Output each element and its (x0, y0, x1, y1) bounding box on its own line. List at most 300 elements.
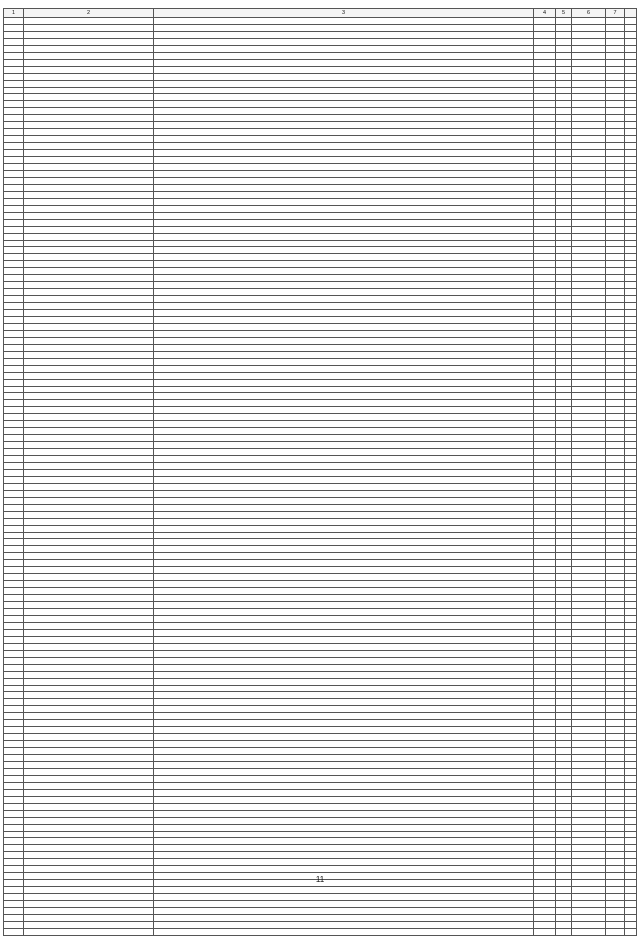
table-cell (572, 824, 606, 831)
table-cell (625, 567, 637, 574)
table-cell (24, 699, 154, 706)
table-cell (154, 643, 534, 650)
table-cell (24, 310, 154, 317)
table-cell (154, 351, 534, 358)
table-cell (154, 157, 534, 164)
table-cell (556, 268, 572, 275)
table-cell (534, 344, 556, 351)
table-cell (24, 184, 154, 191)
table-cell (4, 122, 24, 129)
table-cell (606, 908, 625, 915)
table-cell (606, 928, 625, 935)
table-cell (24, 928, 154, 935)
table-cell (4, 205, 24, 212)
table-cell (24, 511, 154, 518)
table-cell (625, 476, 637, 483)
table-cell (625, 636, 637, 643)
table-cell (606, 560, 625, 567)
table-cell (24, 45, 154, 52)
table-cell (24, 268, 154, 275)
table-cell (606, 31, 625, 38)
table-cell (606, 323, 625, 330)
table-row (4, 122, 637, 129)
table-cell (534, 323, 556, 330)
table-cell (24, 59, 154, 66)
table-cell (154, 887, 534, 894)
table-cell (154, 115, 534, 122)
table-cell (534, 316, 556, 323)
table-cell (4, 678, 24, 685)
table-cell (625, 296, 637, 303)
table-cell (534, 810, 556, 817)
table-cell (24, 282, 154, 289)
table-row (4, 643, 637, 650)
table-row (4, 817, 637, 824)
table-cell (154, 164, 534, 171)
table-cell (572, 720, 606, 727)
table-cell (625, 761, 637, 768)
table-cell (24, 720, 154, 727)
table-cell (24, 205, 154, 212)
table-cell (556, 567, 572, 574)
table-row (4, 699, 637, 706)
table-row (4, 136, 637, 143)
table-cell (556, 24, 572, 31)
table-cell (625, 59, 637, 66)
table-cell (154, 337, 534, 344)
table-cell (625, 24, 637, 31)
table-cell (534, 372, 556, 379)
table-cell (534, 198, 556, 205)
table-row (4, 421, 637, 428)
table-cell (4, 567, 24, 574)
table-cell (4, 177, 24, 184)
table-cell (572, 31, 606, 38)
table-cell (625, 789, 637, 796)
table-cell (606, 400, 625, 407)
table-cell (606, 421, 625, 428)
table-cell (534, 755, 556, 762)
table-cell (606, 198, 625, 205)
table-cell (606, 755, 625, 762)
table-row (4, 303, 637, 310)
table-cell (534, 136, 556, 143)
table-cell (154, 205, 534, 212)
table-cell (24, 748, 154, 755)
table-cell (534, 588, 556, 595)
table-cell (625, 275, 637, 282)
table-cell (606, 866, 625, 873)
table-cell (556, 782, 572, 789)
table-row (4, 80, 637, 87)
table-cell (556, 275, 572, 282)
table-cell (556, 928, 572, 935)
table-cell (606, 476, 625, 483)
table-row (4, 748, 637, 755)
table-cell (556, 379, 572, 386)
table-cell (154, 303, 534, 310)
table-cell (4, 574, 24, 581)
table-row (4, 442, 637, 449)
table-cell (556, 435, 572, 442)
table-row (4, 449, 637, 456)
table-row (4, 678, 637, 685)
table-cell (556, 414, 572, 421)
table-cell (572, 643, 606, 650)
table-cell (606, 894, 625, 901)
table-cell (4, 393, 24, 400)
table-cell (24, 567, 154, 574)
table-cell (606, 393, 625, 400)
table-cell (154, 768, 534, 775)
table-cell (154, 803, 534, 810)
table-cell (154, 358, 534, 365)
table-cell (154, 595, 534, 602)
table-cell (24, 247, 154, 254)
table-cell (625, 859, 637, 866)
table-cell (534, 282, 556, 289)
table-row (4, 219, 637, 226)
table-cell (556, 741, 572, 748)
table-cell (556, 372, 572, 379)
table-cell (24, 421, 154, 428)
table-cell (556, 817, 572, 824)
table-cell (534, 789, 556, 796)
table-cell (24, 803, 154, 810)
table-cell (4, 164, 24, 171)
table-row (4, 170, 637, 177)
table-cell (154, 748, 534, 755)
table-cell (4, 296, 24, 303)
table-cell (24, 636, 154, 643)
table-cell (4, 80, 24, 87)
table-header-row (4, 9, 637, 18)
table-cell (556, 101, 572, 108)
table-cell (572, 170, 606, 177)
table-cell (534, 928, 556, 935)
table-cell (556, 476, 572, 483)
table-cell (24, 226, 154, 233)
table-cell (154, 602, 534, 609)
table-cell (534, 595, 556, 602)
table-cell (154, 198, 534, 205)
table-cell (625, 727, 637, 734)
table-cell (4, 553, 24, 560)
table-cell (534, 268, 556, 275)
table-cell (556, 497, 572, 504)
header-cell-3: 3 (154, 9, 534, 18)
table-cell (154, 407, 534, 414)
table-cell (625, 539, 637, 546)
table-row (4, 914, 637, 921)
table-cell (625, 177, 637, 184)
table-cell (625, 94, 637, 101)
table-cell (556, 212, 572, 219)
table-cell (4, 622, 24, 629)
table-cell (625, 692, 637, 699)
table-cell (625, 421, 637, 428)
table-cell (625, 122, 637, 129)
table-cell (4, 310, 24, 317)
table-cell (606, 150, 625, 157)
table-cell (4, 191, 24, 198)
table-cell (572, 136, 606, 143)
table-cell (606, 407, 625, 414)
table-row (4, 511, 637, 518)
table-cell (154, 504, 534, 511)
table-row (4, 609, 637, 616)
table-cell (154, 859, 534, 866)
table-cell (4, 476, 24, 483)
table-cell (154, 435, 534, 442)
table-cell (556, 310, 572, 317)
table-cell (572, 574, 606, 581)
table-cell (4, 184, 24, 191)
table-cell (606, 901, 625, 908)
table-cell (154, 456, 534, 463)
table-cell (556, 87, 572, 94)
table-cell (606, 727, 625, 734)
table-cell (606, 852, 625, 859)
table-cell (24, 275, 154, 282)
table-cell (606, 379, 625, 386)
table-cell (625, 303, 637, 310)
table-cell (625, 365, 637, 372)
table-cell (24, 365, 154, 372)
table-cell (24, 198, 154, 205)
table-cell (534, 38, 556, 45)
table-cell (606, 741, 625, 748)
table-cell (154, 442, 534, 449)
table-cell (534, 261, 556, 268)
table-cell (4, 449, 24, 456)
table-cell (625, 483, 637, 490)
table-cell (572, 212, 606, 219)
table-row (4, 150, 637, 157)
table-cell (625, 664, 637, 671)
table-cell (534, 205, 556, 212)
table-cell (572, 275, 606, 282)
table-cell (606, 344, 625, 351)
table-cell (154, 539, 534, 546)
table-cell (556, 94, 572, 101)
table-cell (24, 407, 154, 414)
table-cell (4, 650, 24, 657)
table-cell (534, 463, 556, 470)
table-cell (625, 247, 637, 254)
table-row (4, 129, 637, 136)
table-cell (24, 80, 154, 87)
table-cell (534, 629, 556, 636)
table-cell (24, 414, 154, 421)
table-row (4, 115, 637, 122)
table-cell (625, 282, 637, 289)
table-cell (154, 532, 534, 539)
table-cell (4, 866, 24, 873)
table-cell (625, 330, 637, 337)
table-cell (572, 184, 606, 191)
table-cell (24, 622, 154, 629)
table-cell (556, 18, 572, 25)
table-cell (606, 782, 625, 789)
table-row (4, 296, 637, 303)
table-cell (572, 282, 606, 289)
table-row (4, 240, 637, 247)
table-cell (556, 755, 572, 762)
table-cell (24, 115, 154, 122)
table-cell (4, 136, 24, 143)
table-cell (24, 768, 154, 775)
table-cell (556, 727, 572, 734)
table-cell (556, 191, 572, 198)
table-cell (556, 511, 572, 518)
table-cell (154, 170, 534, 177)
table-cell (572, 386, 606, 393)
table-cell (24, 442, 154, 449)
table-row (4, 796, 637, 803)
table-cell (606, 720, 625, 727)
table-cell (625, 66, 637, 73)
table-cell (24, 157, 154, 164)
table-cell (572, 164, 606, 171)
table-cell (154, 713, 534, 720)
table-row (4, 664, 637, 671)
table-cell (24, 602, 154, 609)
table-row (4, 518, 637, 525)
table-cell (4, 741, 24, 748)
table-cell (625, 428, 637, 435)
table-row (4, 351, 637, 358)
table-cell (4, 685, 24, 692)
table-cell (606, 59, 625, 66)
table-cell (534, 469, 556, 476)
table-cell (24, 775, 154, 782)
table-row (4, 59, 637, 66)
table-cell (572, 52, 606, 59)
table-cell (24, 657, 154, 664)
table-cell (154, 553, 534, 560)
table-cell (4, 748, 24, 755)
table-cell (572, 560, 606, 567)
table-cell (572, 532, 606, 539)
table-cell (572, 469, 606, 476)
table-cell (534, 511, 556, 518)
table-cell (534, 866, 556, 873)
table-cell (24, 18, 154, 25)
table-cell (24, 741, 154, 748)
table-cell (606, 497, 625, 504)
table-cell (24, 303, 154, 310)
table-cell (556, 720, 572, 727)
table-cell (154, 525, 534, 532)
table-cell (4, 87, 24, 94)
table-cell (625, 901, 637, 908)
table-cell (534, 212, 556, 219)
table-cell (606, 838, 625, 845)
table-cell (625, 191, 637, 198)
table-cell (154, 678, 534, 685)
table-cell (24, 344, 154, 351)
table-cell (625, 400, 637, 407)
table-cell (24, 435, 154, 442)
table-row (4, 685, 637, 692)
table-cell (572, 268, 606, 275)
table-cell (625, 449, 637, 456)
table-cell (556, 80, 572, 87)
table-cell (4, 914, 24, 921)
table-cell (556, 908, 572, 915)
table-cell (534, 52, 556, 59)
table-cell (154, 400, 534, 407)
table-cell (556, 699, 572, 706)
table-cell (572, 66, 606, 73)
table-cell (572, 247, 606, 254)
table-cell (154, 226, 534, 233)
table-cell (24, 532, 154, 539)
table-cell (625, 108, 637, 115)
table-cell (4, 323, 24, 330)
table-cell (606, 518, 625, 525)
table-cell (572, 323, 606, 330)
table-cell (625, 518, 637, 525)
table-cell (556, 400, 572, 407)
table-cell (572, 615, 606, 622)
table-cell (556, 859, 572, 866)
table-cell (4, 629, 24, 636)
table-cell (606, 101, 625, 108)
table-cell (606, 789, 625, 796)
table-cell (154, 136, 534, 143)
table-cell (534, 108, 556, 115)
table-cell (154, 706, 534, 713)
table-cell (556, 330, 572, 337)
table-cell (625, 588, 637, 595)
table-cell (606, 289, 625, 296)
table-cell (625, 866, 637, 873)
table-cell (24, 504, 154, 511)
table-cell (24, 595, 154, 602)
table-row (4, 567, 637, 574)
table-cell (572, 908, 606, 915)
table-cell (24, 727, 154, 734)
table-cell (4, 73, 24, 80)
table-cell (4, 581, 24, 588)
table-row (4, 755, 637, 762)
table-cell (572, 233, 606, 240)
table-cell (534, 351, 556, 358)
table-cell (4, 602, 24, 609)
table-cell (556, 518, 572, 525)
table-cell (24, 914, 154, 921)
table-cell (625, 894, 637, 901)
table-cell (24, 629, 154, 636)
table-row (4, 268, 637, 275)
table-cell (154, 685, 534, 692)
table-cell (572, 157, 606, 164)
table-cell (4, 713, 24, 720)
table-cell (154, 567, 534, 574)
table-cell (154, 421, 534, 428)
table-cell (534, 887, 556, 894)
table-cell (4, 407, 24, 414)
table-cell (606, 177, 625, 184)
table-cell (556, 150, 572, 157)
table-cell (534, 310, 556, 317)
header-cell-8 (625, 9, 637, 18)
table-cell (24, 469, 154, 476)
table-cell (625, 650, 637, 657)
table-cell (24, 859, 154, 866)
